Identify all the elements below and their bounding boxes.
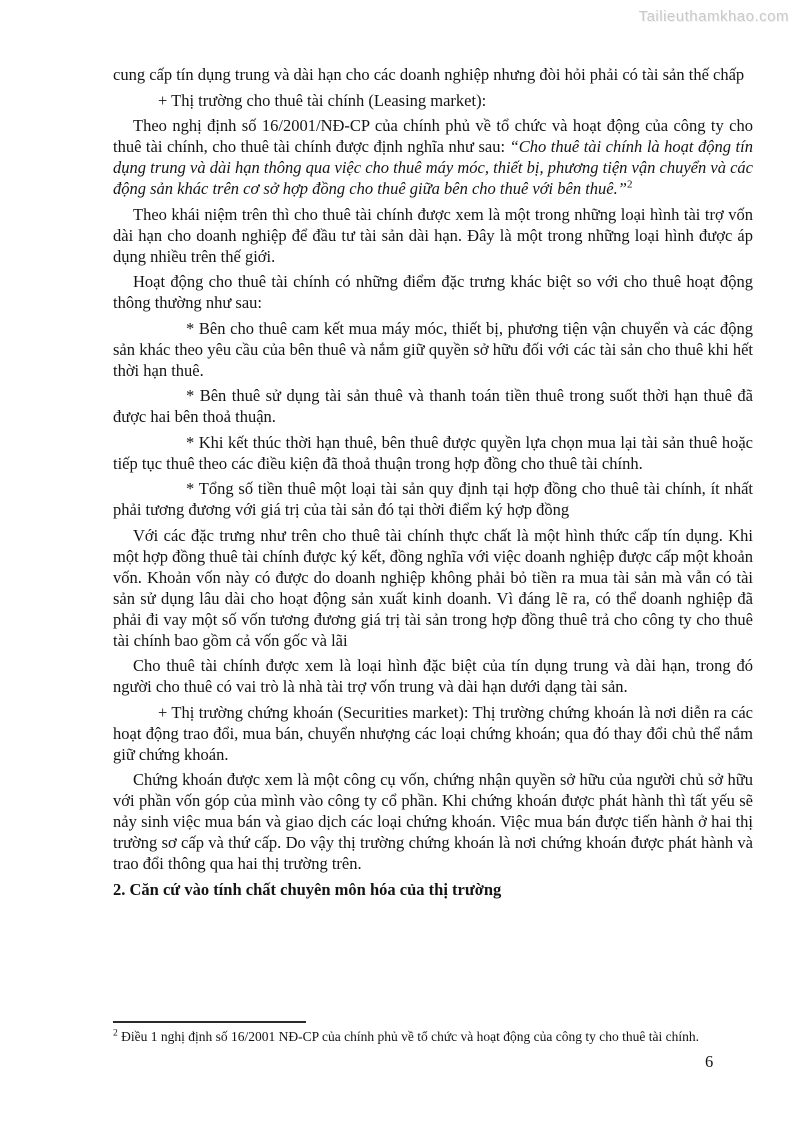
paragraph-special-credit: Cho thuê tài chính được xem là loại hình đặc biệt của tín dụng trung và dài hạn, trong đó người cho thuê có vai trò là nhà tài trợ vốn trung và dài hạn dưới dạng tài sản. [113, 656, 753, 696]
footnote-reference: 2 [626, 178, 633, 191]
footnote-area [113, 1021, 753, 1045]
paragraph-leasing-features-intro: Hoạt động cho thuê tài chính có những điểm đặc trưng khác biệt so với cho thuê hoạt động thông thường như sau: [113, 272, 753, 312]
list-item-leasing-market: + Thị trường cho thuê tài chính (Leasing market): [158, 90, 487, 110]
paragraph-leasing-concept: Theo khái niệm trên thì cho thuê tài chính được xem là một trong những loại hình tài trợ vốn dài hạn cho doanh nghiệp để đầu tư tài sản dài hạn. Đây là một trong những loại hình được áp dụng nhiều trên thế giới. [113, 204, 753, 266]
paragraph-continuation: cung cấp tín dụng trung và dài hạn cho các doanh nghiệp nhưng đòi hỏi phải có tài sản thế chấp [113, 65, 745, 84]
section-heading: 2. Căn cứ vào tính chất chuyên môn hóa của thị trường [113, 879, 502, 899]
footnote-marker: 2 [113, 1028, 118, 1039]
paragraph-credit-form: Với các đặc trưng như trên cho thuê tài chính thực chất là một hình thức cấp tín dụng. Khi một hợp đồng thuê tài chính được ký kết, đồng nghĩa với việc doanh nghiệp được cấp một khoản vốn. Khoản vốn này có được do doanh nghiệp không phải bỏ tiền ra mua tài sản mà vẫn có tài sản sử dụng lâu dài cho hoạt động sản xuất kinh doanh. Vì đáng lẽ ra, có thể doanh nghiệp đã phải đi vay một số vốn tương đương giá trị tài sản trong hợp đồng thuê trả cho công ty cho thuê tài chính bao gồm cả vốn gốc và lãi [113, 525, 753, 650]
definition-quote: “Cho thuê tài chính là hoạt động tín dụng trung và dài hạn thông qua việc cho thuê máy móc, thiết bị, phương tiện vận chuyển và các động sản khác trên cơ sở hợp đồng cho thuê giữa bên cho thuê với bên thuê.” [113, 137, 753, 198]
bullet-lessor-commitment: * Bên cho thuê cam kết mua máy móc, thiết bị, phương tiện vận chuyển và các động sản khác theo yêu cầu của bên thuê và nắm giữ quyền sở hữu đối với các tài sản cho thuê khi hết thời hạn thuê. [113, 318, 753, 380]
bullet-lease-end-option: * Khi kết thúc thời hạn thuê, bên thuê được quyền lựa chọn mua lại tài sản thuê hoặc tiếp tục thuê theo các điều kiện đã thoả thuận trong hợp đồng cho thuê tài chính. [113, 432, 753, 473]
paragraph-securities-description: Chứng khoán được xem là một công cụ vốn, chứng nhận quyền sở hữu của người chủ sở hữu với phần vốn góp của mình vào công ty cổ phần. Khi chứng khoán được phát hành thì tất yếu sẽ nảy sinh việc mua bán và giao dịch các loại chứng khoán. Việc mua bán được tiến hành ở hai thị trường sơ cấp và thứ cấp. Do vậy thị trường chứng khoán là nơi chứng khoán được phát hành và trao đổi thông qua hai thị trường trên. [113, 770, 753, 873]
footnote-separator [113, 1021, 306, 1023]
list-item-securities-market: + Thị trường chứng khoán (Securities market): Thị trường chứng khoán là nơi diễn ra các hoạt động trao đổi, mua bán, chuyển nhượng các loại chứng khoán; qua đó thay đổi chủ thể nắm giữ chứng khoán. [113, 702, 753, 764]
site-watermark: Tailieuthamkhao.com [638, 8, 789, 25]
footnote-body: Điều 1 nghị định số 16/2001 NĐ-CP của chính phủ về tổ chức và hoạt động của công ty cho thuê tài chính. [117, 1029, 699, 1044]
footnote-text [113, 1028, 753, 1045]
document-body [113, 64, 753, 904]
page-number: 6 [705, 1052, 714, 1071]
paragraph-decree-definition [113, 115, 753, 199]
bullet-lessee-usage: * Bên thuê sử dụng tài sản thuê và thanh toán tiền thuê trong suốt thời hạn thuê đã được hai bên thoả thuận. [113, 386, 753, 426]
bullet-total-rent: * Tổng số tiền thuê một loại tài sản quy định tại hợp đồng cho thuê tài chính, ít nhất phải tương đương với giá trị của tài sản đó tại thời điểm ký hợp đồng [113, 479, 753, 519]
decree-lead-text: Theo nghị định số 16/2001/NĐ-CP của chính phủ về tổ chức và hoạt động của công ty cho thuê tài chính, cho thuê tài chính được định nghĩa như sau: [113, 116, 753, 156]
